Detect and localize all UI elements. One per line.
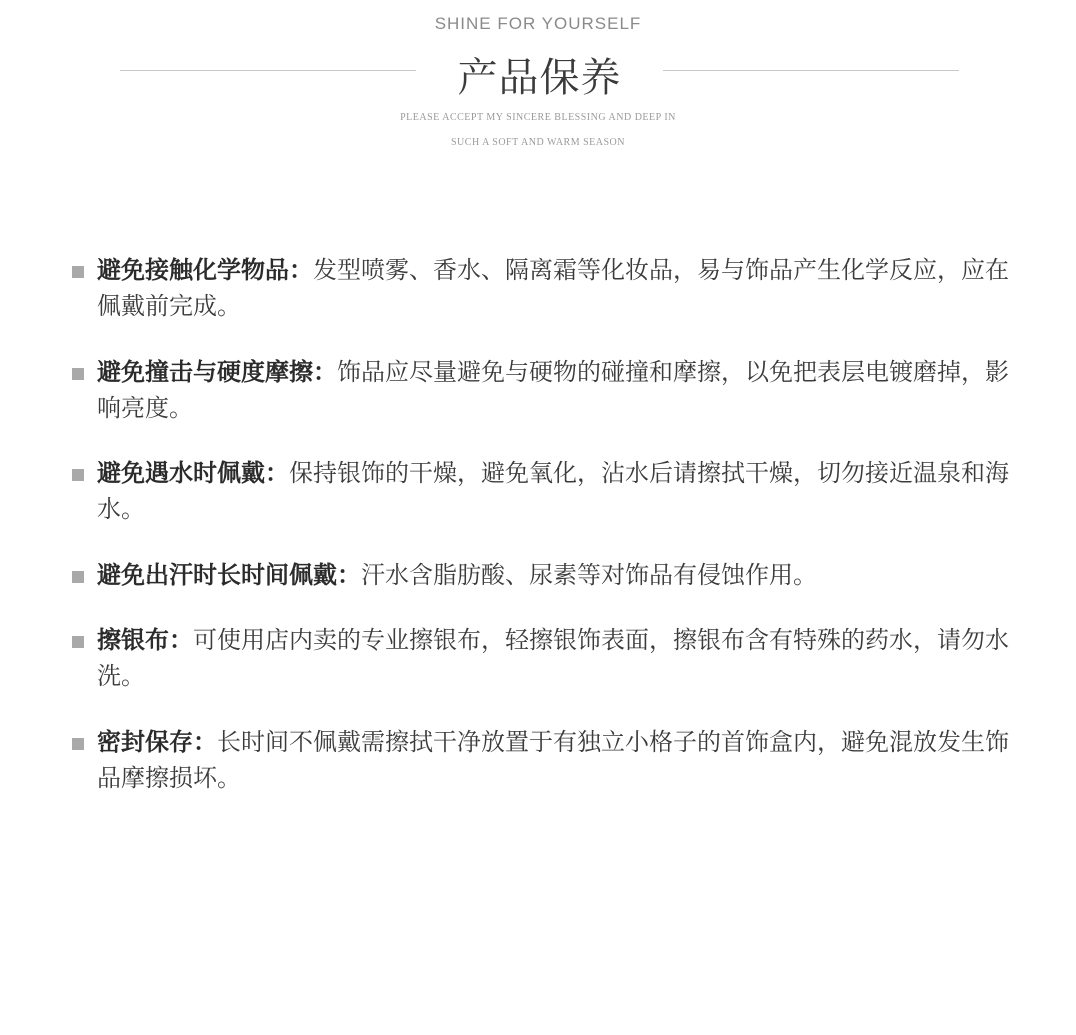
care-item-body	[97, 557, 1017, 593]
care-item	[0, 724, 1076, 804]
care-item-body	[97, 455, 1017, 527]
care-item-heading: 密封保存：	[97, 728, 217, 756]
care-item	[0, 455, 1076, 535]
care-item-text: 保持银饰的干燥，避免氧化，沾水后请擦拭干燥，切勿接近温泉和海水。	[97, 459, 1009, 523]
header-kicker: SHINE FOR YOURSELF	[434, 14, 642, 33]
square-bullet-icon	[72, 636, 84, 648]
square-bullet-icon	[72, 368, 84, 380]
care-item-text: 饰品应尽量避免与硬物的碰撞和摩擦，以免把表层电镀磨掉，影响亮度。	[97, 358, 1009, 422]
care-item-heading: 擦银布：	[97, 626, 193, 654]
care-item-text: 汗水含脂肪酸、尿素等对饰品有侵蚀作用。	[361, 561, 817, 589]
header-tagline-line2: SUCH A SOFT AND WARM SEASON	[450, 137, 625, 148]
care-item-text: 可使用店内卖的专业擦银布，轻擦银饰表面，擦银布含有特殊的药水，请勿水洗。	[97, 626, 1009, 690]
care-header	[0, 0, 1076, 160]
care-item	[0, 354, 1076, 434]
care-item-heading: 避免遇水时佩戴：	[97, 459, 289, 487]
care-item-text: 长时间不佩戴需擦拭干净放置于有独立小格子的首饰盒内，避免混放发生饰品摩擦损坏。	[97, 728, 1009, 792]
title-row	[0, 44, 1076, 100]
square-bullet-icon	[72, 571, 84, 583]
square-bullet-icon	[72, 469, 84, 481]
title-rule-left	[120, 70, 416, 71]
care-item-body	[97, 252, 1017, 324]
care-item-heading: 避免出汗时长时间佩戴：	[97, 561, 361, 589]
care-item-body	[97, 724, 1017, 796]
care-item-text: 发型喷雾、香水、隔离霜等化妆品，易与饰品产生化学反应，应在佩戴前完成。	[97, 256, 1009, 320]
care-item-body	[97, 622, 1017, 694]
care-item-heading: 避免接触化学物品：	[97, 256, 313, 284]
header-tagline-line1: PLEASE ACCEPT MY SINCERE BLESSING AND DEEP IN	[400, 112, 676, 123]
care-item-body	[97, 354, 1017, 426]
care-item	[0, 252, 1076, 332]
square-bullet-icon	[72, 738, 84, 750]
square-bullet-icon	[72, 266, 84, 278]
title-rule-right	[663, 70, 959, 71]
care-item	[0, 622, 1076, 702]
care-item-heading: 避免撞击与硬度摩擦：	[97, 358, 337, 386]
page-title: 产品保养	[457, 55, 622, 101]
